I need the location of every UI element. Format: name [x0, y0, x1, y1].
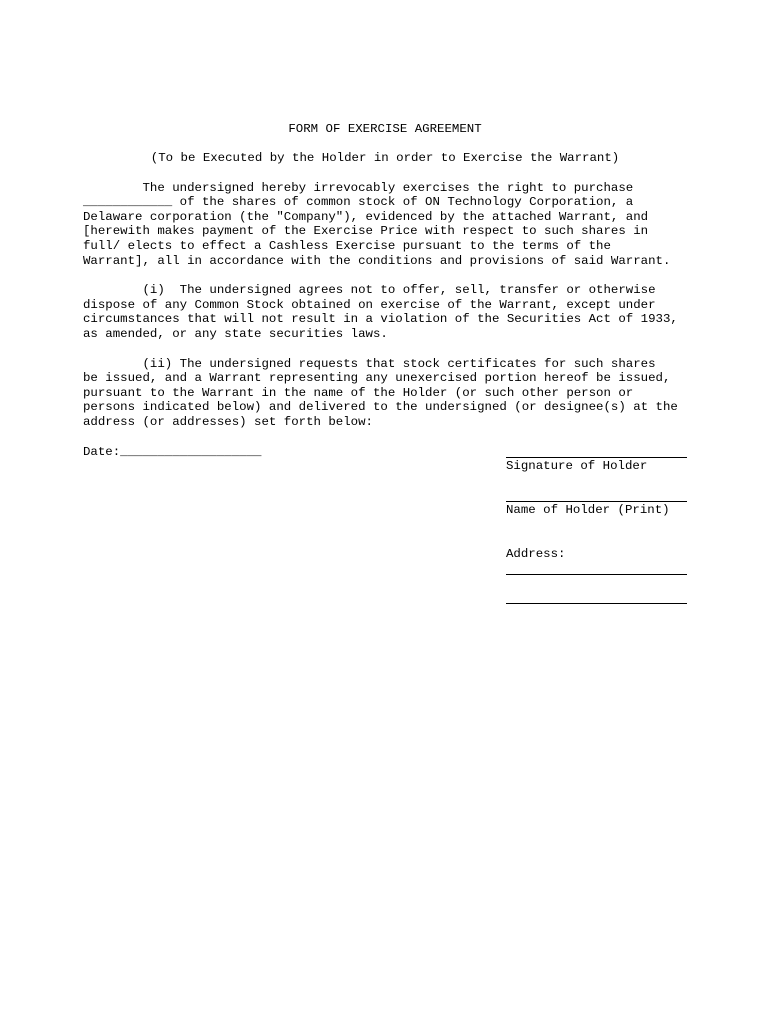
paragraph-line: (i) The undersigned agrees not to offer, sell, transfer or otherwise: [83, 283, 656, 297]
paragraph-line: be issued, and a Warrant representing any unexercised portion hereof be issued,: [83, 371, 671, 386]
paragraph-line: pursuant to the Warrant in the name of the Holder (or such other person or: [83, 385, 634, 400]
document-title: FORM OF EXERCISE AGREEMENT: [288, 122, 482, 136]
address-line-2: [506, 603, 687, 604]
paragraph-line: address (or addresses) set forth below:: [83, 414, 373, 429]
document-subtitle: (To be Executed by the Holder in order to Exercise the Warrant): [150, 151, 620, 165]
signature-line: [506, 457, 687, 458]
paragraph-line: The undersigned hereby irrevocably exercises the right to purchase: [83, 180, 634, 195]
paragraph-line: Delaware corporation (the "Company"), evidenced by the attached Warrant, and: [83, 209, 649, 224]
address-line-1: [506, 574, 687, 575]
name-line: [506, 501, 687, 502]
paragraph-line: full/ elects to effect a Cashless Exercise pursuant to the terms of the: [83, 238, 611, 253]
paragraph-line: persons indicated below) and delivered to the undersigned (or designee(s) at the: [83, 400, 678, 415]
date-field: Date:___________________: [83, 444, 262, 459]
paragraph-line: [herewith makes payment of the Exercise Price with respect to such shares in: [83, 224, 649, 239]
name-label: Name of Holder (Print): [506, 503, 670, 517]
paragraph-line: (ii) The undersigned requests that stock certificates for such shares: [83, 356, 656, 371]
paragraph-line: ____________ of the shares of common stock of ON Technology Corporation, a: [83, 195, 634, 210]
paragraph-line: Warrant], all in accordance with the conditions and provisions of said Warrant.: [83, 253, 671, 268]
paragraph-line: as amended, or any state securities laws.: [83, 326, 388, 341]
paragraph-line: circumstances that will not result in a violation of the Securities Act of 1933,: [83, 312, 678, 327]
signature-label: Signature of Holder: [506, 459, 648, 473]
address-label: Address:: [506, 547, 566, 561]
paragraph-line: dispose of any Common Stock obtained on exercise of the Warrant, except under: [83, 297, 656, 312]
